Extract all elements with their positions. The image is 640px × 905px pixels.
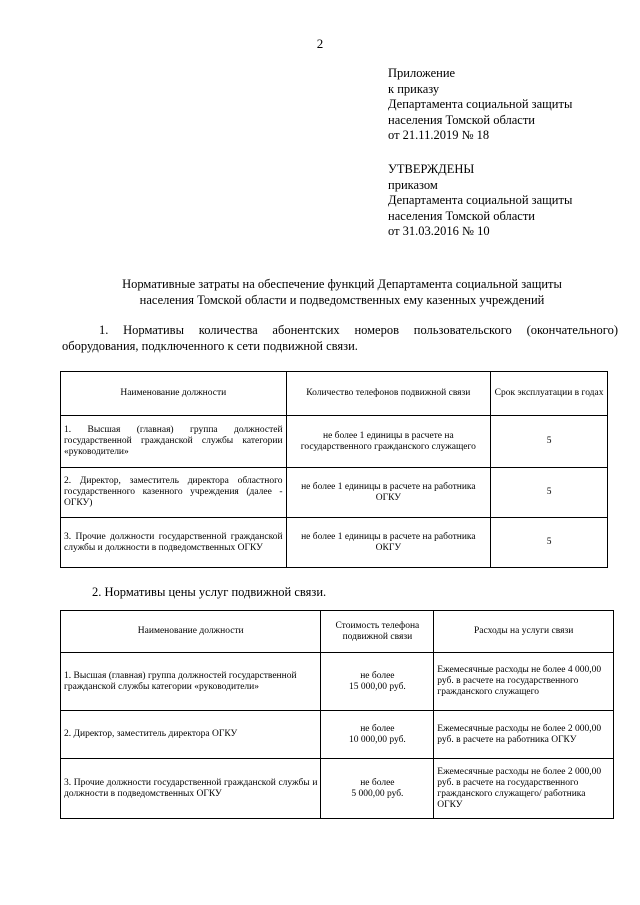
- document-title-line: населения Томской области и подведомственных ему казенных учреждений: [139, 293, 545, 307]
- header-cell: Количество телефонов подвижной связи: [286, 372, 491, 416]
- price-value: 10 000,00 руб.: [348, 734, 406, 745]
- position-cell: 3. Прочие должности государственной гражданской службы и должности в подведомственных ОГКУ: [61, 759, 321, 819]
- header-cell: Расходы на услуги связи: [434, 611, 614, 653]
- table-header-row: [61, 611, 614, 653]
- expenses-cell: Ежемесячные расходы не более 2 000,00 руб. в расчете на работника ОГКУ: [434, 711, 614, 759]
- term-cell: 5: [491, 416, 608, 468]
- price-prefix: не более: [360, 670, 395, 681]
- position-cell: 2. Директор, заместитель директора ОГКУ: [61, 711, 321, 759]
- table-row: [61, 468, 608, 518]
- page-number: 2: [316, 36, 324, 51]
- approval-block: [388, 162, 628, 240]
- price-cell: [321, 759, 434, 819]
- attachment-block: [388, 66, 628, 144]
- price-value: 5 000,00 руб.: [351, 788, 404, 799]
- table-row: [61, 416, 608, 468]
- position-cell: 1. Высшая (главная) группа должностей государственной гражданской службы категории «руководители»: [61, 653, 321, 711]
- price-prefix: не более: [360, 723, 395, 734]
- position-cell: 3. Прочие должности государственной гражданской службы и должности в подведомственных ОГКУ: [61, 518, 287, 568]
- table-row: [61, 653, 614, 711]
- approval-line: УТВЕРЖДЕНЫ: [388, 162, 475, 176]
- service-price-table: [60, 610, 614, 819]
- position-cell: 2. Директор, заместитель директора областного государственного казенного учреждения (далее - ОГКУ): [61, 468, 287, 518]
- document-title-line: Нормативные затраты на обеспечение функций Департамента социальной защиты: [122, 277, 562, 291]
- term-cell: 5: [491, 468, 608, 518]
- expenses-cell: Ежемесячные расходы не более 4 000,00 руб. в расчете на государственного гражданского служащего: [434, 653, 614, 711]
- header-cell: Стоимость телефона подвижной связи: [321, 611, 434, 653]
- expenses-cell: Ежемесячные расходы не более 2 000,00 руб. в расчете на государственного гражданского служащего/ работника ОГКУ: [434, 759, 614, 819]
- attachment-line: Департамента социальной защиты: [388, 97, 573, 111]
- attachment-line: Приложение: [388, 66, 456, 80]
- header-cell: Наименование должности: [61, 611, 321, 653]
- quantity-cell: не более 1 единицы в расчете на работника ОГКУ: [286, 468, 491, 518]
- table-header-row: [61, 372, 608, 416]
- header-cell: Срок эксплуатации в годах: [491, 372, 608, 416]
- header-cell: Наименование должности: [61, 372, 287, 416]
- approval-line: приказом: [388, 177, 438, 192]
- phone-quantity-table: [60, 371, 608, 568]
- term-cell: 5: [491, 518, 608, 568]
- quantity-cell: не более 1 единицы в расчете на работника ОКГУ: [286, 518, 491, 568]
- approval-line: от 31.03.2016 № 10: [388, 224, 490, 238]
- table-row: [61, 759, 614, 819]
- position-cell: 1. Высшая (главная) группа должностей государственной гражданской службы категории «руководители»: [61, 416, 287, 468]
- document-title: [62, 276, 622, 308]
- price-cell: [321, 653, 434, 711]
- table-row: [61, 518, 608, 568]
- price-value: 15 000,00 руб.: [348, 681, 406, 692]
- price-cell: [321, 711, 434, 759]
- quantity-cell: не более 1 единицы в расчете на государственного гражданского служащего: [286, 416, 491, 468]
- price-prefix: не более: [360, 777, 395, 788]
- attachment-line: населения Томской области: [388, 112, 535, 127]
- approval-line: населения Томской области: [388, 208, 535, 223]
- approval-line: Департамента социальной защиты: [388, 193, 573, 207]
- attachment-line: к приказу: [388, 81, 440, 96]
- section-1-heading: 1. Нормативы количества абонентских номеров пользовательского (окончательного) оборудования, подключенного к сети подвижной связи.: [62, 323, 618, 353]
- table-row: [61, 711, 614, 759]
- section-2-heading: 2. Нормативы цены услуг подвижной связи.: [92, 585, 327, 599]
- attachment-line: от 21.11.2019 № 18: [388, 128, 490, 142]
